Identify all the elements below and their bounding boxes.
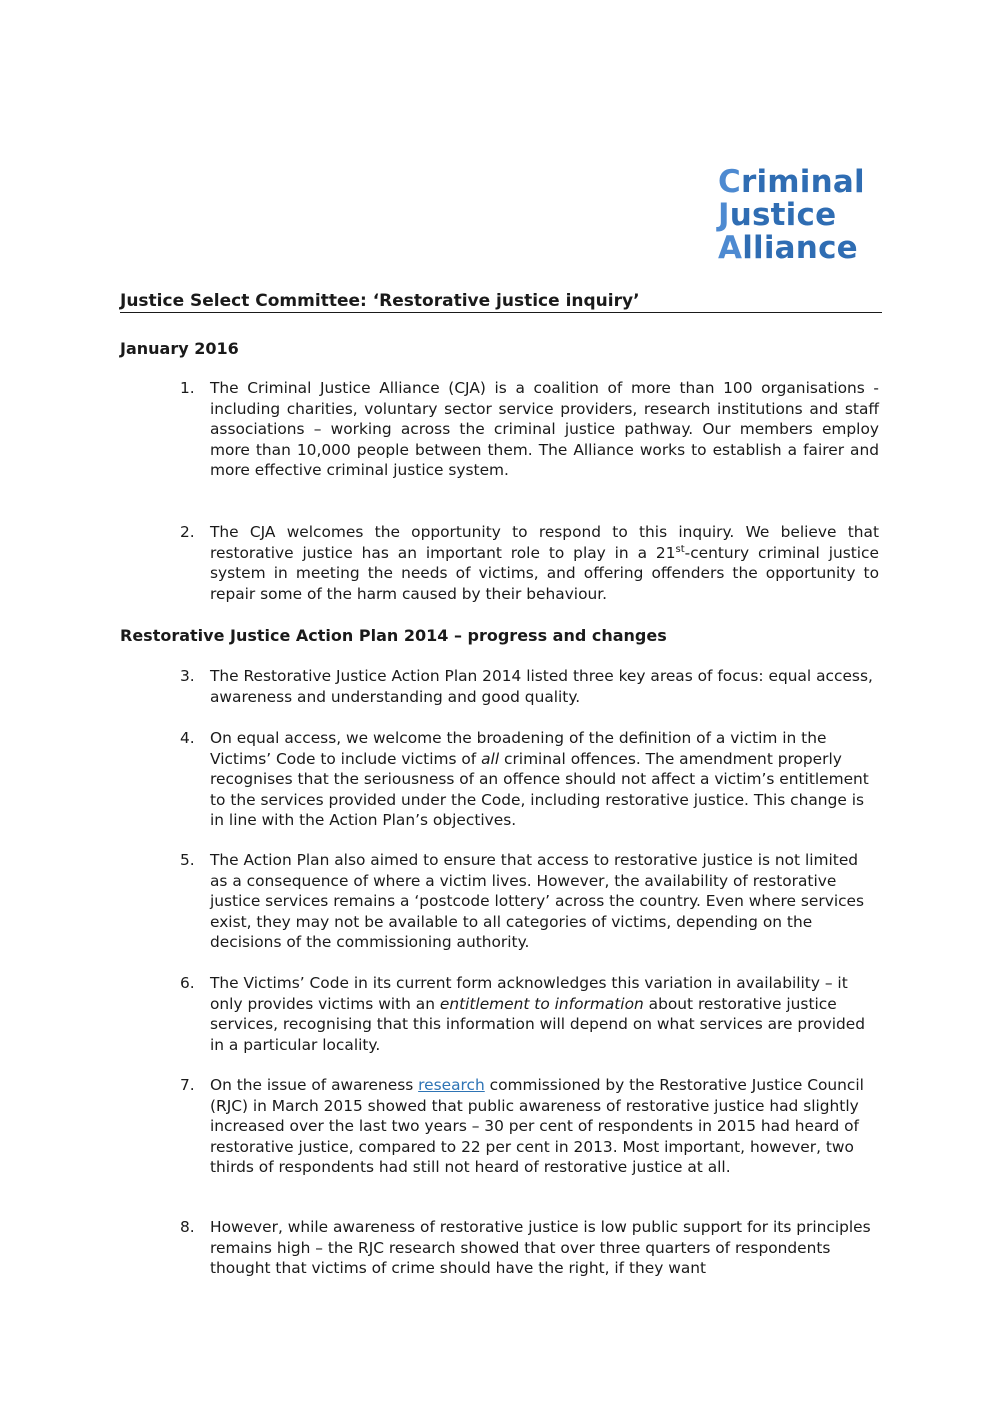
list-item — [180, 1075, 879, 1178]
item-number: 3. — [180, 667, 195, 685]
list-item — [180, 666, 879, 707]
item-number: 8. — [180, 1218, 195, 1236]
item-number: 5. — [180, 851, 195, 869]
item-text: On equal access, we welcome the broadening of the definition of a victim in the Victims’ Code to include victims of all criminal offences. The amendment properly recognises that the seriousness of an offence should not affect a victim’s entitlement to the services provided under the Code, including restorative justice. This change is in line with the Action Plan’s objectives. — [210, 729, 869, 829]
logo-line-alliance: Alliance — [718, 230, 858, 266]
list-item — [180, 728, 879, 831]
item-text: The Action Plan also aimed to ensure that access to restorative justice is not limited as a consequence of where a victim lives. However, the availability of restorative justice services remains a ‘postcode lottery’ across the country. Even where services exist, they may not be available to all categories of victims, depending on the decisions of the commissioning authority. — [210, 851, 865, 951]
item-text: The Criminal Justice Alliance (CJA) is a coalition of more than 100 organisations - including charities, voluntary sector service providers, research institutions and staff associations – working across the criminal justice pathway. Our members employ more than 10,000 people between them. The Alliance works to establish a fairer and more effective criminal justice system. — [210, 379, 879, 479]
item-number: 6. — [180, 974, 195, 992]
item-number: 2. — [180, 523, 195, 541]
logo-line-criminal: Criminal — [718, 164, 865, 200]
list-item — [180, 973, 879, 1055]
cja-logo — [718, 166, 865, 265]
list-item — [180, 1217, 879, 1279]
logo-line-justice: Justice — [718, 197, 837, 233]
section-heading: Restorative Justice Action Plan 2014 – progress and changes — [120, 626, 667, 645]
list-item — [180, 850, 879, 953]
item-text: The Restorative Justice Action Plan 2014 listed three key areas of focus: equal access, awareness and understanding and good quality. — [210, 667, 873, 706]
research-link[interactable]: research — [418, 1076, 485, 1094]
item-number: 7. — [180, 1076, 195, 1094]
list-item — [180, 522, 879, 604]
document-title: Justice Select Committee: ‘Restorative justice inquiry’ — [120, 290, 882, 313]
document-date: January 2016 — [120, 339, 239, 358]
item-text: The CJA welcomes the opportunity to respond to this inquiry. We believe that restorative justice has an important role to play in a 21st-century criminal justice system in meeting the needs of victims, and offering offenders the opportunity to repair some of the harm caused by their behaviour. — [210, 523, 879, 603]
item-text: On the issue of awareness research commissioned by the Restorative Justice Council (RJC) in March 2015 showed that public awareness of restorative justice had slightly increased over the last two years – 30 per cent of respondents in 2015 had heard of restorative justice, compared to 22 per cent in 2013. Most important, however, two thirds of respondents had still not heard of restorative justice at all. — [210, 1076, 864, 1176]
item-number: 1. — [180, 379, 195, 397]
item-number: 4. — [180, 729, 195, 747]
list-item — [180, 378, 879, 481]
item-text: However, while awareness of restorative justice is low public support for its principles remains high – the RJC research showed that over three quarters of respondents thought that victims of crime should have the right, if they want — [210, 1218, 871, 1277]
item-text: The Victims’ Code in its current form acknowledges this variation in availability – it only provides victims with an entitlement to information about restorative justice services, recognising that this information will depend on what services are provided in a particular locality. — [210, 974, 865, 1054]
